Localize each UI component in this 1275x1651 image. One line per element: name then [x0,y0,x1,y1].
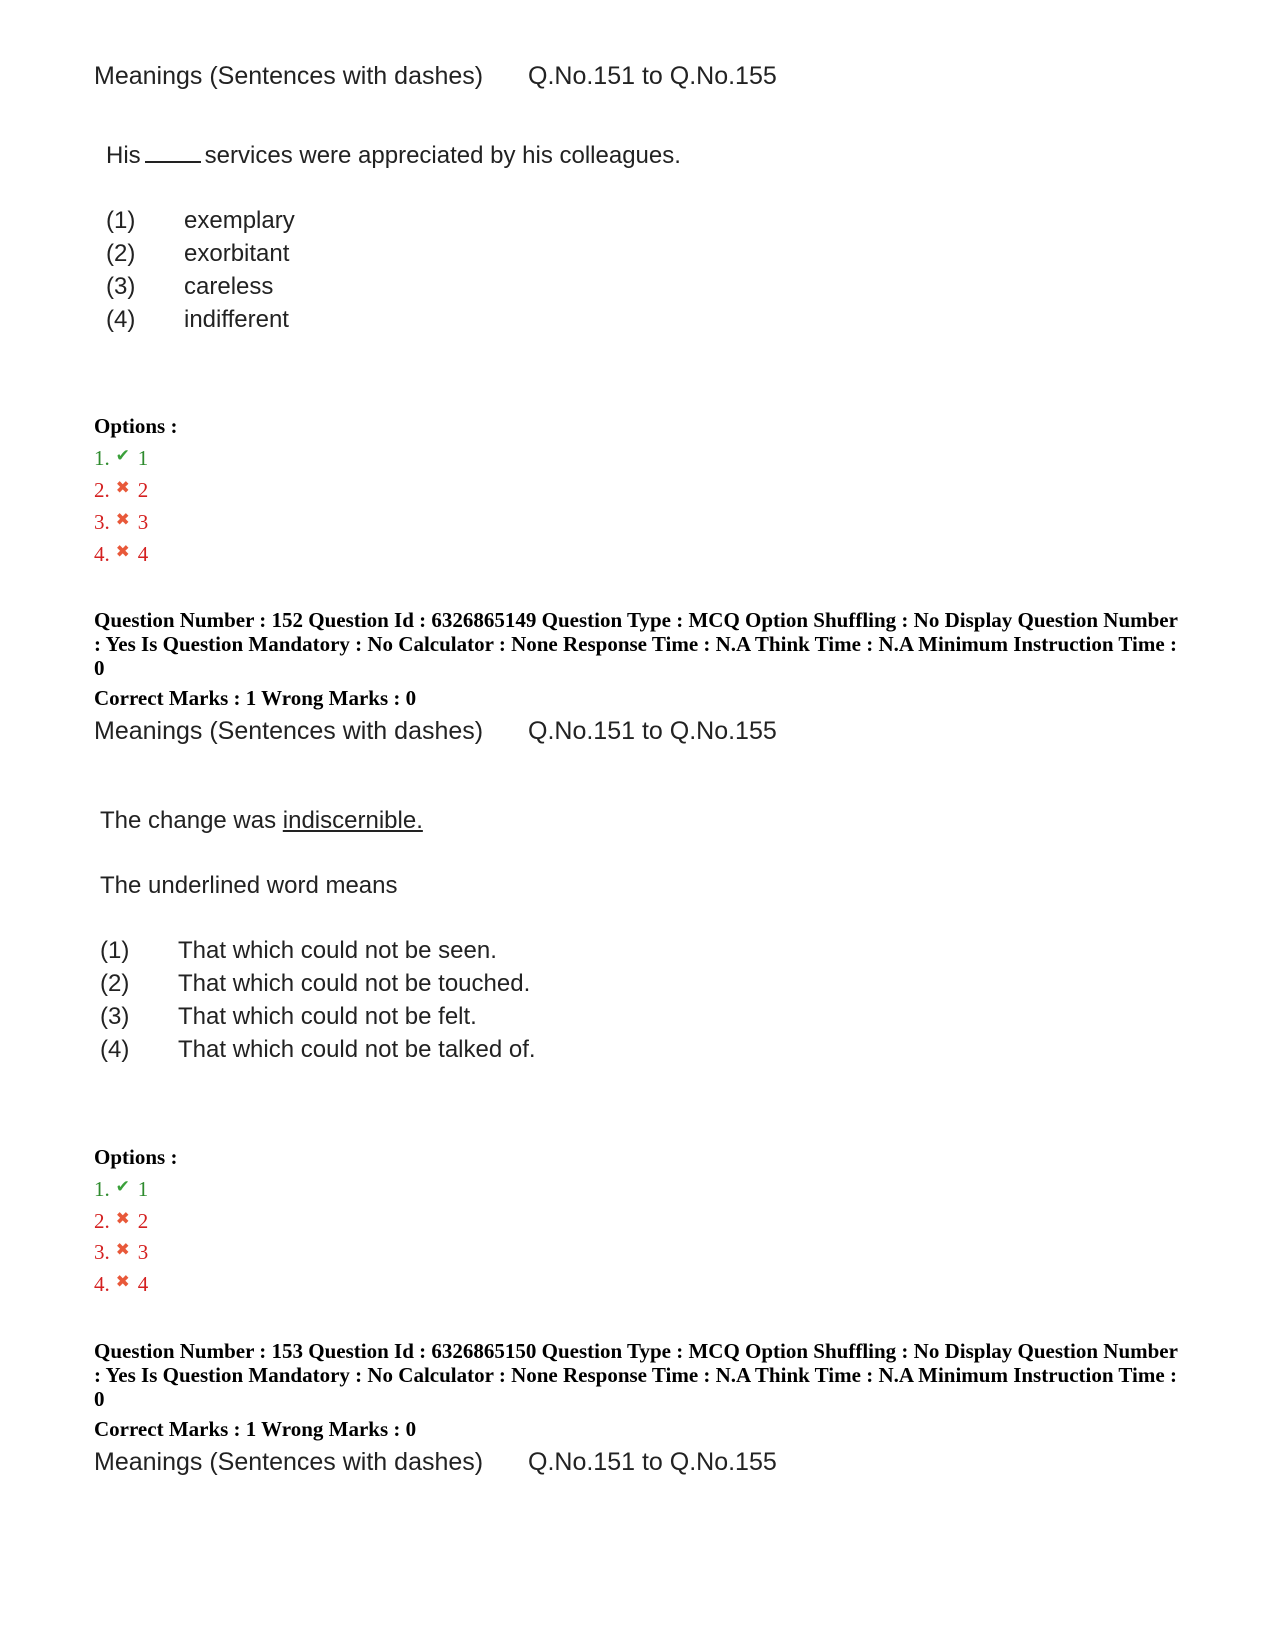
choice-item [106,273,273,301]
question-meta: Question Number : 152 Question Id : 6326865149 Question Type : MCQ Option Shuffling : No Display Question Number : Yes Is Question Mandatory : No Calculator : None Response Time : N.A Think Time : N.A Minimum Instruction Time : 0 [94,608,1178,680]
choice-num: (4) [100,1036,130,1063]
marks-info: Correct Marks : 1 Wrong Marks : 0 [94,686,417,710]
option-value: 3 [137,510,149,534]
choice-text: That which could not be talked of. [178,1036,536,1063]
option-item [94,1240,148,1265]
choice-num: (4) [106,306,136,333]
cross-icon: ✖ [115,1272,130,1291]
stem-after: services were appreciated by his colleagues. [204,142,681,169]
choice-item [100,970,530,998]
option-value: 4 [137,542,149,566]
options-label: Options : [94,414,178,438]
choice-text: indifferent [184,306,289,333]
option-index: 2. [94,478,110,502]
choice-text: That which could not be touched. [178,970,531,997]
question-range: Q.No.151 to Q.No.155 [528,62,777,90]
choice-item [106,207,295,235]
marks-info: Correct Marks : 1 Wrong Marks : 0 [94,1417,417,1441]
section-title [94,717,777,746]
option-index: 1. [94,446,110,470]
cross-icon: ✖ [115,542,130,561]
section-title [94,62,777,91]
option-index: 4. [94,542,110,566]
question-range: Q.No.151 to Q.No.155 [528,1448,777,1476]
question-meta: Question Number : 153 Question Id : 6326865150 Question Type : MCQ Option Shuffling : No Display Question Number : Yes Is Question Mandatory : No Calculator : None Response Time : N.A Think Time : N.A Minimum Instruction Time : 0 [94,1339,1178,1411]
section-title [94,1448,777,1477]
option-index: 2. [94,1209,110,1233]
choice-num: (2) [100,970,130,997]
section-title-text: Meanings (Sentences with dashes) [94,62,484,90]
options-label: Options : [94,1145,178,1169]
choice-num: (1) [100,937,130,964]
stem-before: The change was [100,807,277,834]
option-value: 2 [137,478,149,502]
choice-text: That which could not be felt. [178,1003,477,1030]
option-item [94,542,148,567]
choice-item [106,240,289,268]
option-value: 1 [137,1177,149,1201]
underlined-word: indiscernible. [282,807,423,834]
question-stem [100,807,423,835]
option-item [94,1209,148,1234]
option-index: 3. [94,510,110,534]
section-title-text: Meanings (Sentences with dashes) [94,717,484,745]
choice-item [106,306,289,334]
choice-item [100,1036,536,1064]
choice-text: That which could not be seen. [178,937,497,964]
choice-num: (2) [106,240,136,267]
choice-text: exorbitant [184,240,290,267]
choice-num: (1) [106,207,136,234]
choice-text: exemplary [184,207,295,234]
blank-line [145,143,201,163]
question-range: Q.No.151 to Q.No.155 [528,717,777,745]
check-icon: ✔ [115,446,130,465]
choice-item [100,1003,477,1031]
option-item [94,478,148,503]
option-index: 1. [94,1177,110,1201]
choice-num: (3) [100,1003,130,1030]
option-value: 2 [137,1209,149,1233]
choice-text: careless [184,273,274,300]
check-icon: ✔ [115,1177,130,1196]
option-value: 3 [137,1240,149,1264]
option-value: 1 [137,446,149,470]
cross-icon: ✖ [115,478,130,497]
cross-icon: ✖ [115,1209,130,1228]
option-index: 3. [94,1240,110,1264]
question-stem [106,142,681,170]
cross-icon: ✖ [115,1240,130,1259]
option-value: 4 [137,1272,149,1296]
section-title-text: Meanings (Sentences with dashes) [94,1448,484,1476]
option-item [94,1177,148,1202]
option-item [94,446,148,471]
question-stem-line2: The underlined word means [100,872,398,899]
choice-num: (3) [106,273,136,300]
stem-before: His [106,142,141,169]
option-index: 4. [94,1272,110,1296]
option-item [94,1272,148,1297]
option-item [94,510,148,535]
choice-item [100,937,497,965]
cross-icon: ✖ [115,510,130,529]
